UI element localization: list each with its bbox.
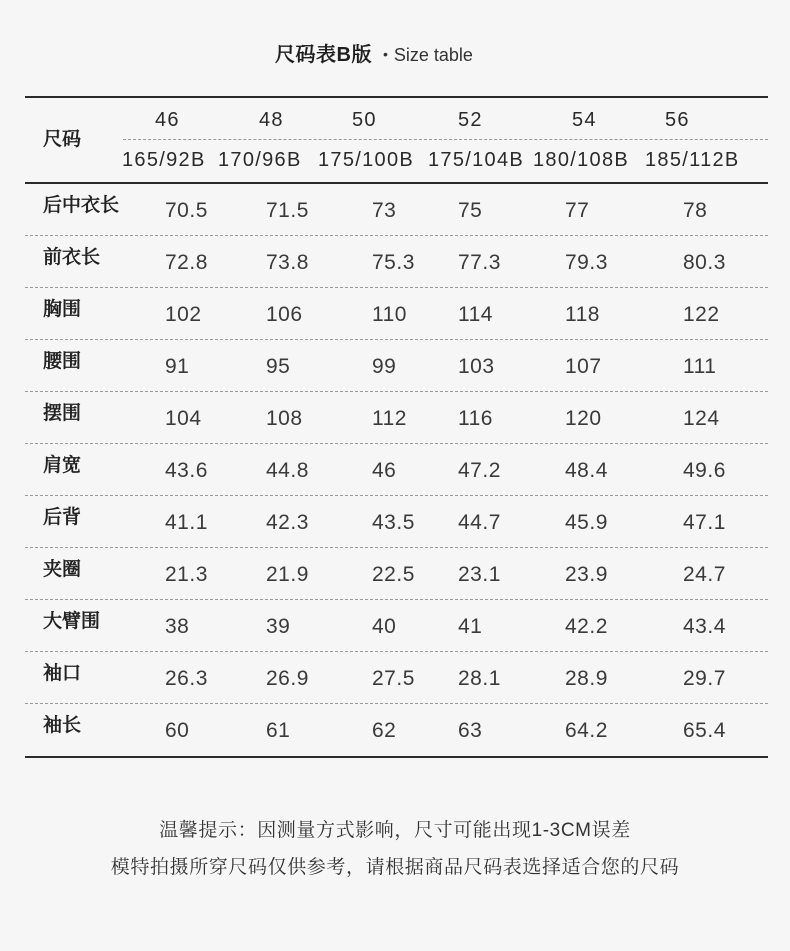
table-row — [25, 652, 768, 704]
size-code: 185/112B — [645, 149, 740, 171]
table-cell: 21.3 — [165, 563, 208, 586]
table-cell: 27.5 — [372, 667, 415, 690]
size-code: 170/96B — [218, 149, 302, 171]
table-cell: 75 — [458, 199, 483, 222]
table-cell: 108 — [266, 407, 303, 430]
table-cell: 23.1 — [458, 563, 501, 586]
table-cell: 73.8 — [266, 251, 309, 274]
size-code: 175/100B — [318, 149, 415, 171]
row-label: 摆围 — [43, 403, 82, 424]
table-cell: 65.4 — [683, 719, 726, 742]
table-cell: 38 — [165, 615, 190, 638]
table-cell: 28.9 — [565, 667, 608, 690]
title-bullet: • — [382, 46, 388, 62]
table-cell: 71.5 — [266, 199, 309, 222]
reference-note: 模特拍摄所穿尺码仅供参考，请根据商品尺码表选择适合您的尺码 — [110, 857, 680, 878]
table-cell: 112 — [372, 407, 407, 430]
row-label: 胸围 — [43, 299, 82, 320]
table-cell: 78 — [683, 199, 708, 222]
size-code: 165/92B — [122, 149, 206, 171]
title-main: 尺码表B版 — [275, 44, 372, 66]
size-number: 54 — [572, 109, 597, 131]
row-label: 后背 — [43, 507, 82, 528]
table-cell: 45.9 — [565, 511, 608, 534]
table-row — [25, 288, 768, 340]
size-code: 175/104B — [428, 149, 525, 171]
table-cell: 29.7 — [683, 667, 726, 690]
row-label: 后中衣长 — [43, 195, 120, 216]
table-cell: 64.2 — [565, 719, 608, 742]
table-cell: 79.3 — [565, 251, 608, 274]
table-cell: 41.1 — [165, 511, 208, 534]
tip-note: 温馨提示：因测量方式影响，尺寸可能出现1-3CM误差 — [159, 820, 631, 841]
table-cell: 23.9 — [565, 563, 608, 586]
table-cell: 77 — [565, 199, 590, 222]
table-cell: 26.9 — [266, 667, 309, 690]
table-cell: 21.9 — [266, 563, 309, 586]
page-title — [275, 41, 473, 71]
table-cell: 47.2 — [458, 459, 501, 482]
table-cell: 63 — [458, 719, 483, 742]
table-cell: 28.1 — [458, 667, 501, 690]
table-cell: 102 — [165, 303, 202, 326]
table-row — [25, 444, 768, 496]
row-label: 大臂围 — [43, 611, 101, 632]
row-label: 肩宽 — [43, 455, 82, 476]
size-number: 48 — [259, 109, 284, 131]
table-body — [25, 184, 768, 756]
table-cell: 40 — [372, 615, 397, 638]
size-number: 52 — [458, 109, 483, 131]
table-row — [25, 340, 768, 392]
table-cell: 80.3 — [683, 251, 726, 274]
table-cell: 43.4 — [683, 615, 726, 638]
row-label: 腰围 — [43, 351, 82, 372]
table-cell: 95 — [266, 355, 291, 378]
table-cell: 111 — [683, 355, 717, 378]
table-cell: 73 — [372, 199, 397, 222]
table-cell: 43.5 — [372, 511, 415, 534]
table-cell: 103 — [458, 355, 495, 378]
table-cell: 116 — [458, 407, 493, 430]
row-label: 袖口 — [43, 663, 82, 684]
size-number: 46 — [155, 109, 180, 131]
table-row — [25, 496, 768, 548]
table-cell: 42.3 — [266, 511, 309, 534]
table-cell: 75.3 — [372, 251, 415, 274]
table-cell: 39 — [266, 615, 291, 638]
table-cell: 122 — [683, 303, 720, 326]
row-label: 袖长 — [43, 715, 82, 736]
row-label: 夹圈 — [43, 559, 82, 580]
table-cell: 62 — [372, 719, 397, 742]
table-cell: 110 — [372, 303, 407, 326]
table-bottom-rule — [25, 756, 768, 758]
size-number: 50 — [352, 109, 377, 131]
table-cell: 61 — [266, 719, 291, 742]
table-cell: 26.3 — [165, 667, 208, 690]
table-row — [25, 600, 768, 652]
table-row — [25, 236, 768, 288]
table-cell: 72.8 — [165, 251, 208, 274]
table-cell: 41 — [458, 615, 483, 638]
table-cell: 107 — [565, 355, 602, 378]
title-subtitle: Size table — [393, 45, 473, 65]
table-cell: 99 — [372, 355, 397, 378]
table-cell: 106 — [266, 303, 303, 326]
table-cell: 124 — [683, 407, 720, 430]
table-cell: 44.8 — [266, 459, 309, 482]
table-cell: 70.5 — [165, 199, 208, 222]
table-cell: 91 — [165, 355, 190, 378]
table-row — [25, 184, 768, 236]
header-label: 尺码 — [43, 129, 82, 150]
table-cell: 22.5 — [372, 563, 415, 586]
table-cell: 118 — [565, 303, 600, 326]
table-row — [25, 548, 768, 600]
table-cell: 60 — [165, 719, 190, 742]
size-number: 56 — [665, 109, 690, 131]
table-cell: 120 — [565, 407, 602, 430]
row-label: 前衣长 — [43, 247, 101, 268]
table-cell: 48.4 — [565, 459, 608, 482]
table-cell: 47.1 — [683, 511, 726, 534]
table-row — [25, 704, 768, 756]
table-header — [25, 98, 768, 182]
size-code: 180/108B — [533, 149, 630, 171]
table-cell: 77.3 — [458, 251, 501, 274]
table-cell: 24.7 — [683, 563, 726, 586]
table-cell: 42.2 — [565, 615, 608, 638]
table-cell: 104 — [165, 407, 202, 430]
table-row — [25, 392, 768, 444]
header-divider — [123, 139, 768, 140]
table-cell: 114 — [458, 303, 493, 326]
table-cell: 44.7 — [458, 511, 501, 534]
table-cell: 43.6 — [165, 459, 208, 482]
table-cell: 46 — [372, 459, 397, 482]
table-cell: 49.6 — [683, 459, 726, 482]
